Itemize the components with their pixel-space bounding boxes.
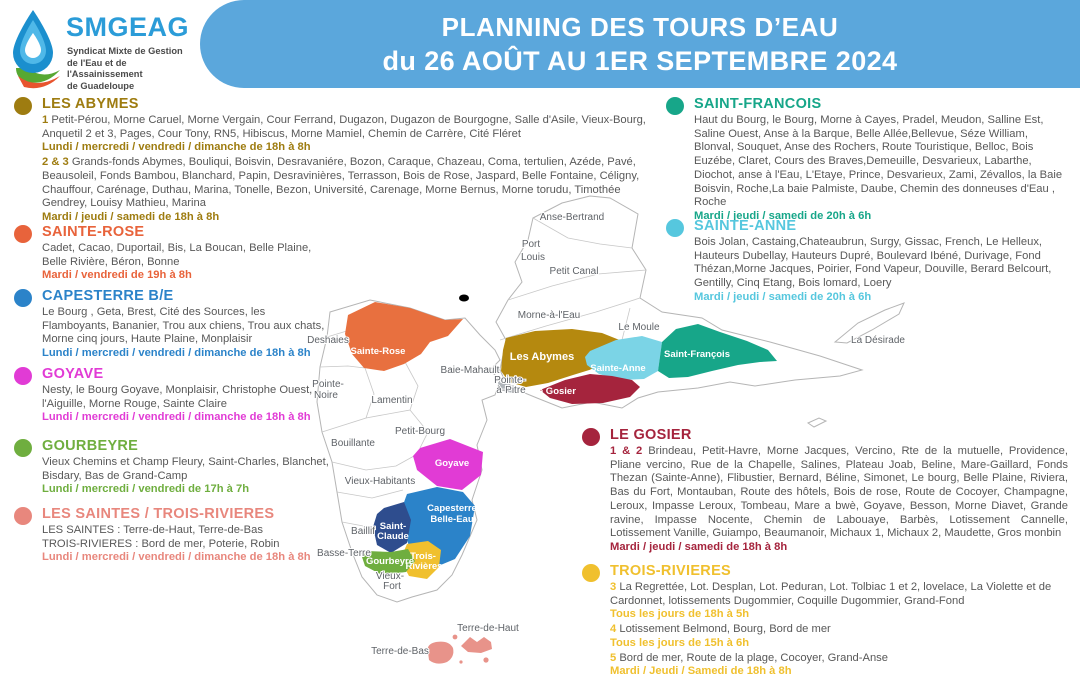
section-sainte-rose — [42, 224, 314, 284]
map-region-label-sainte-rose: Sainte-Rose — [350, 346, 406, 357]
map-label-vieux-habitants: Vieux-Habitants — [344, 476, 416, 487]
map-label-port-louis: Louis — [521, 252, 545, 263]
map-label-pointe-a-pitre: Pointe- — [494, 375, 526, 386]
goyave-bullet-icon — [14, 367, 32, 385]
map-region-label-goyave: Goyave — [434, 458, 470, 469]
logo-subtitle-line2: de l'Eau et de l'Assainissement — [67, 57, 143, 79]
section-title: GOYAVE — [42, 366, 104, 382]
gourbeyre-bullet-icon — [14, 439, 32, 457]
map-label-petit-canal: Petit Canal — [549, 266, 599, 277]
map-label-le-moule: Le Moule — [618, 322, 660, 333]
map-label-vieux-fort: Vieux- — [375, 571, 405, 582]
zone-group-number: 3 — [610, 581, 617, 593]
map-label-anse-bertrand: Anse-Bertrand — [539, 212, 605, 223]
water-drop-logo-icon — [8, 6, 66, 90]
map-label-bouillante: Bouillante — [331, 438, 375, 449]
map-island-terre-de-haut — [461, 637, 492, 653]
map-label-baillif: Baillif — [351, 526, 375, 537]
map-label-basse-terre: Basse-Terre — [317, 548, 371, 559]
section-title: TROIS-RIVIERES — [610, 563, 732, 579]
saint-francois-bullet-icon — [666, 97, 684, 115]
section-title: LES SAINTES / TROIS-RIVIERES — [42, 506, 275, 522]
zone-list — [42, 114, 662, 141]
logo-brand-name: SMGEAG — [66, 12, 190, 42]
map-label-la-desirade: La Désirade — [851, 335, 905, 346]
map-region-label-le-gosier: Le Gosier — [532, 386, 576, 397]
smgeag-logo — [8, 6, 198, 90]
schedule: Lundi / mercredi / vendredi / dimanche de 18h à 8h — [42, 551, 311, 564]
schedule: Mardi / jeudi / samedi de 18h à 8h — [42, 210, 220, 223]
map-label-pointe-noire: Noire — [314, 390, 338, 401]
map-label-port-louis: Port — [521, 239, 541, 250]
map-label-morne-a-leau: Morne-à-l'Eau — [517, 310, 581, 321]
map-region-label-gourbeyre: Gourbeyre — [365, 556, 415, 567]
section-title: GOURBEYRE — [42, 438, 139, 454]
guadeloupe-map — [300, 190, 940, 675]
map-les-saintes-islands — [428, 635, 492, 664]
schedule: Mardi / jeudi / samedi de 20h à 6h — [694, 209, 872, 222]
map-region-label-trois-rivieres: Trois- — [410, 551, 436, 562]
les-saintes-bullet-icon — [14, 507, 32, 525]
capesterre-bullet-icon — [14, 289, 32, 307]
section-title: LE GOSIER — [610, 427, 692, 443]
schedule: Mardi / jeudi / samedi de 18h à 8h — [610, 540, 788, 553]
zone-list — [42, 242, 314, 269]
zone-names: Bois Jolan, Castaing,Chateaubrun, Surgy, Gissac, French, Le Helleux, Hauteurs Dubellay, Hauteurs Dupré, Boulevard Ibéné, Durivage, Fond Thézan,Morne Jacques, Poirier, Fond Vapeur, Douville, Berard Belcourt, Gentilly, Cinq Etang, Bois lomard, Loery — [694, 236, 1052, 290]
schedule: Tous les jours de 15h à 6h — [610, 636, 750, 649]
zone-group-number: 1 & 2 — [610, 445, 643, 457]
logo-subtitle-line3: de Guadeloupe — [67, 80, 135, 91]
section-title: SAINT-FRANCOIS — [694, 96, 822, 112]
sainte-rose-bullet-icon — [14, 225, 32, 243]
map-petite-terre-outline — [808, 418, 826, 427]
map-label-pointe-noire: Pointe- — [312, 379, 344, 390]
zone-names: Bord de mer, Route de la plage, Cocoyer, Grand-Anse — [619, 651, 888, 664]
map-region-label-saint-francois: Saint-François — [664, 349, 730, 360]
map-islet — [459, 660, 462, 663]
section-title: LES ABYMES — [42, 96, 139, 112]
map-label-terre-de-bas: Terre-de-Bas — [371, 646, 429, 657]
logo-subtitle-line1: Syndicat Mixte de Gestion — [67, 46, 183, 56]
section-title: SAINTE-ROSE — [42, 224, 145, 240]
zone-list — [42, 456, 338, 483]
zone-group-number: 2 & 3 — [42, 156, 69, 169]
schedule: Mardi / Jeudi / Samedi de 18h à 8h — [610, 665, 792, 678]
les-abymes-bullet-icon — [14, 97, 32, 115]
zone-names: Vieux Chemins et Champ Fleury, Saint-Charles, Blanchet, Bisdary, Bas de Grand-Camp — [42, 456, 329, 482]
map-islet — [483, 657, 488, 662]
zone-names: Nesty, le Bourg Goyave, Monplaisir, Christophe Ouest, l'Aiguille, Morne Rouge, Sainte Claire — [42, 384, 313, 410]
zone-names: Cadet, Cacao, Duportail, Bis, La Boucan, Belle Plaine, Belle Rivière, Béron, Bonne — [42, 242, 312, 268]
zone-group-number: 4 — [610, 623, 617, 636]
zone-names: TROIS-RIVIERES : Bord de mer, Poterie, Robin — [42, 537, 280, 550]
header-banner — [200, 0, 1080, 88]
schedule: Tous les jours de 18h à 5h — [610, 608, 750, 621]
map-region-label-saint-claude: Claude — [377, 531, 409, 542]
map-label-baie-mahault: Baie-Mahault — [440, 365, 500, 376]
zone-group-number: 1 — [42, 114, 49, 126]
page-title-line2: du 26 AOÛT AU 1ER SEPTEMBRE 2024 — [382, 45, 898, 76]
map-region-label-capesterre: Capesterre — [427, 503, 477, 514]
map-kahouanne-islet-outline — [459, 295, 469, 302]
schedule: Lundi / mercredi / vendredi / dimanche de 18h à 8h — [42, 411, 311, 424]
map-label-pointe-a-pitre: à-Pitre — [496, 385, 526, 396]
zone-names: Petit-Pérou, Morne Caruel, Morne Vergain, Cour Ferrand, Dugazon, Dugazon de Bourgogne, Salle d'Asile, Vieux-Bourg, Anquetil 2 et 3, Pages, Cour Tony, RN5, Hibiscus, Morne Mamiel, Chemin de Carrère, Cité Fléret — [42, 114, 646, 140]
zone-names: Brindeau, Petit-Havre, Morne Jacques, Vercino, Rte de la mutuelle, Providence, Pliane vercino, Rue de la Chapelle, Salines, Plateau Joab, Beline, Mare-Gaillard, Fonds Thezan (Sainte-Anne), Flibustier, Bernard, Béline, Simonet, Le bourg, Belle Plaine, Riviera, Bas du Fort, Montauban, Route des hôtels, Bois de rose, Route de Cocoyer, Champagne, Leroux, Impasse Leroux, Tombeau, Mare a bwè, Goyave, Besson, Morne Diavet, Grande ravine, Impasse Nocente, Chemin de Labouaye, Barbès, Lotissement Cannelle, Lotissement Vanille, Guiampo, Beaumanoir, Michaux 1, Michaux 2, Maudette, Gros monbin — [610, 445, 1069, 540]
map-region-label-les-abymes: Les Abymes — [509, 351, 575, 363]
zone-group-number: 5 — [610, 651, 617, 664]
map-label-deshaies: Deshaies — [307, 335, 349, 346]
section-capesterre-be — [42, 288, 330, 362]
map-region-label-saint-claude: Saint- — [379, 521, 407, 532]
map-islet — [453, 635, 458, 640]
zone-names: Haut du Bourg, le Bourg, Morne à Cayes, Pradel, Meudon, Salline Est, Saline Ouest, Anse à la Barque, Belle Allée,Bellevue, Séze William, Blonval, Souquet, Anse des Rochers, Route Touristique, Belloc, Bois Euzébe, Claret, Cours des Braves,Demeuille, Desvarieux, Labarthe, Diochot, anse à l'Eau, L'Etaye, Prince, Desvarieux, Zami, Zévallos, la Baie Boisvin, Roche,La baie Palmiste, Daube, Chemin des donneuses d'Eau , Roche — [694, 114, 1063, 209]
zone-names: Le Bourg , Geta, Brest, Cité des Sources, les Flamboyants, Bananier, Trou aux chiens, Trou aux chats, Morne cinq jours, Haute Plaine, Monplaisir — [42, 306, 325, 346]
schedule: Lundi / mercredi / vendredi / dimanche de 18h à 8h — [42, 141, 311, 154]
map-region-label-sainte-anne: Sainte-Anne — [590, 363, 646, 374]
map-label-terre-de-haut: Terre-de-Haut — [457, 623, 519, 634]
zone-names: La Regrettée, Lot. Desplan, Lot. Peduran, Lot. Tolbiac 1 et 2, lovelace, La Violette et de Cardonnet, lotissements Dugommier, Coquille Dugommier, Grand-Fond — [610, 581, 1052, 607]
zone-names: Grands-fonds Abymes, Bouliqui, Boisvin, Desravaniére, Bozon, Caraque, Chazeau, Coma, tertulien, Azéde, Pavé, Beausoleil, Fonds Bambou, Blanchard, Papin, Desravinières, Terrasson, Bois de Rose, Jaspard, Belle Fontaine, Céligny, Chauffour, Carénage, Duthau, Marina, Tonelle, Bezon, Université, Carenage, Morne Bernus, Morne torudu, Timothée Gendrey, Louisy Mathieu, Marina — [42, 156, 640, 210]
map-island-terre-de-bas — [428, 642, 454, 664]
map-label-lamentin: Lamentin — [371, 395, 413, 406]
schedule: Lundi / mercredi / vendredi de 17h à 7h — [42, 483, 250, 496]
map-region-label-capesterre: Belle-Eau — [430, 514, 474, 525]
section-title: CAPESTERRE B/E — [42, 288, 174, 304]
section-gourbeyre — [42, 438, 338, 498]
page-title-line1: PLANNING DES TOURS D’EAU — [441, 11, 839, 42]
schedule: Lundi / mercredi / vendredi / dimanche de 18h à 8h — [42, 347, 311, 360]
map-label-vieux-fort: Fort — [383, 581, 401, 592]
map-label-petit-bourg: Petit-Bourg — [394, 426, 446, 437]
section-title: SAINTE-ANNE — [694, 218, 797, 234]
zone-names: Lotissement Belmond, Bourg, Bord de mer — [619, 623, 831, 636]
logo-subtitle — [67, 46, 198, 92]
zone-names: LES SAINTES : Terre-de-Haut, Terre-de-Bas — [42, 524, 263, 536]
schedule: Mardi / vendredi de 19h à 8h — [42, 269, 192, 282]
schedule: Mardi / jeudi / samedi de 20h à 6h — [694, 290, 872, 303]
map-region-label-trois-rivieres: Rivières — [405, 561, 443, 572]
zone-list — [42, 306, 330, 347]
